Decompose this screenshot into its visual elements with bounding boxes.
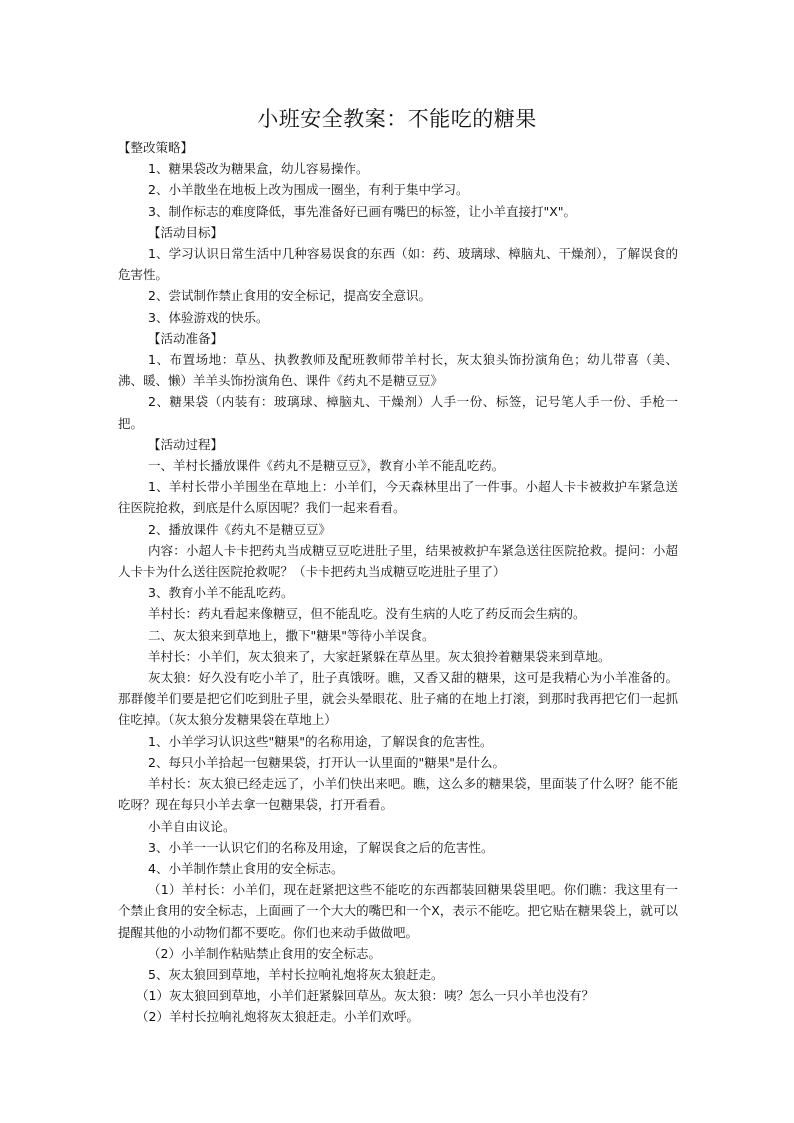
body-paragraph: 1、糖果袋改为糖果盒，幼儿容易操作。 — [148, 161, 369, 177]
body-paragraph: 灰太狼：好久没有吃小羊了，肚子真饿呀。瞧，又香又甜的糖果，这可是我精心为小羊准备的。那群傻羊们要是把它们吃到肚子里，就会头晕眼花、肚子痛的在地上打滚，到那时我再把它们一起抓住吃掉。（灰太狼分发糖果袋在草地上） — [118, 670, 678, 728]
document-title: 小班安全教案：不能吃的糖果 — [257, 107, 537, 131]
body-paragraph: 小羊自由议论。 — [148, 818, 236, 834]
body-paragraph: 1、学习认识日常生活中几种容易误食的东西（如：药、玻璃球、樟脑丸、干燥剂），了解误食的危害性。 — [118, 246, 678, 283]
document-body — [118, 137, 678, 1028]
body-paragraph: 2、尝试制作禁止食用的安全标记，提高安全意识。 — [148, 288, 431, 304]
body-paragraph: 2、糖果袋（内装有：玻璃球、樟脑丸、干燥剂）人手一份、标签，记号笔人手一份、手枪一把。 — [118, 394, 678, 431]
body-paragraph: （1）羊村长：小羊们，现在赶紧把这些不能吃的东西都装回糖果袋里吧。你们瞧：我这里有一个禁止食用的安全标志，上面画了一个大大的嘴巴和一个X，表示不能吃。把它贴在糖果袋上，就可以提醒其他的小动物们都不要吃。你们也来动手做做吧。 — [118, 882, 678, 940]
body-paragraph: 【活动过程】 — [148, 436, 224, 452]
body-paragraph: （2）羊村长拉响礼炮将灰太狼赶走。小羊们欢呼。 — [136, 1009, 419, 1025]
body-paragraph: 1、羊村长带小羊围坐在草地上：小羊们，今天森林里出了一件事。小超人卡卡被救护车紧急送往医院抢救，到底是什么原因呢？我们一起来看看。 — [118, 479, 678, 516]
body-paragraph: （2）小羊制作粘贴禁止食用的安全标志。 — [148, 945, 381, 961]
body-paragraph: 3、制作标志的难度降低，事先准备好已画有嘴巴的标签，让小羊直接打"X"。 — [148, 203, 577, 219]
body-paragraph: 1、小羊学习认识这些"糖果"的名称用途，了解误食的危害性。 — [148, 733, 493, 749]
body-paragraph: （1）灰太狼回到草地，小羊们赶紧躲回草丛。灰太狼：咦？怎么一只小羊也没有？ — [136, 988, 594, 1004]
body-paragraph: 2、播放课件《药丸不是糖豆豆》 — [148, 521, 331, 537]
body-paragraph: 羊村长：小羊们，灰太狼来了，大家赶紧躲在草丛里。灰太狼拎着糖果袋来到草地。 — [148, 648, 611, 664]
body-paragraph: 二、灰太狼来到草地上，撒下"糖果"等待小羊误食。 — [148, 627, 435, 643]
body-paragraph: 【整改策略】 — [118, 140, 194, 155]
body-paragraph: 5、灰太狼回到草地，羊村长拉响礼炮将灰太狼赶走。 — [148, 966, 444, 982]
body-paragraph: 3、体验游戏的快乐。 — [148, 309, 269, 325]
body-paragraph: 一、羊村长播放课件《药丸不是糖豆豆》，教育小羊不能乱吃药。 — [148, 458, 505, 474]
body-paragraph: 3、小羊一一认识它们的名称及用途，了解误食之后的危害性。 — [148, 839, 494, 855]
body-paragraph: 4、小羊制作禁止食用的安全标志。 — [148, 860, 344, 876]
body-paragraph: 羊村长：灰太狼已经走远了，小羊们快出来吧。瞧，这么多的糖果袋，里面装了什么呀？能不能吃呀？现在每只小羊去拿一包糖果袋，打开看看。 — [118, 776, 678, 813]
body-paragraph: 1、布置场地：草丛、执教教师及配班教师带羊村长，灰太狼头饰扮演角色；幼儿带喜（美、沸、暖、懒）羊羊头饰扮演角色、课件《药丸不是糖豆豆》 — [118, 352, 678, 389]
body-paragraph: 2、每只小羊拾起一包糖果袋，打开认一认里面的"糖果"是什么。 — [148, 754, 505, 770]
body-paragraph: 2、小羊散坐在地板上改为围成一圈坐，有利于集中学习。 — [148, 182, 469, 198]
body-paragraph: 内容：小超人卡卡把药丸当成糖豆豆吃进肚子里，结果被救护车紧急送往医院抢救。提问：小超人卡卡为什么送往医院抢救呢？（卡卡把药丸当成糖豆吃进肚子里了） — [118, 542, 678, 580]
body-paragraph: 【活动准备】 — [148, 330, 224, 346]
body-paragraph: 羊村长：药丸看起来像糖豆，但不能乱吃。没有生病的人吃了药反而会生病的。 — [148, 606, 586, 622]
body-paragraph: 3、教育小羊不能乱吃药。 — [148, 585, 294, 601]
body-paragraph: 【活动目标】 — [148, 224, 224, 240]
